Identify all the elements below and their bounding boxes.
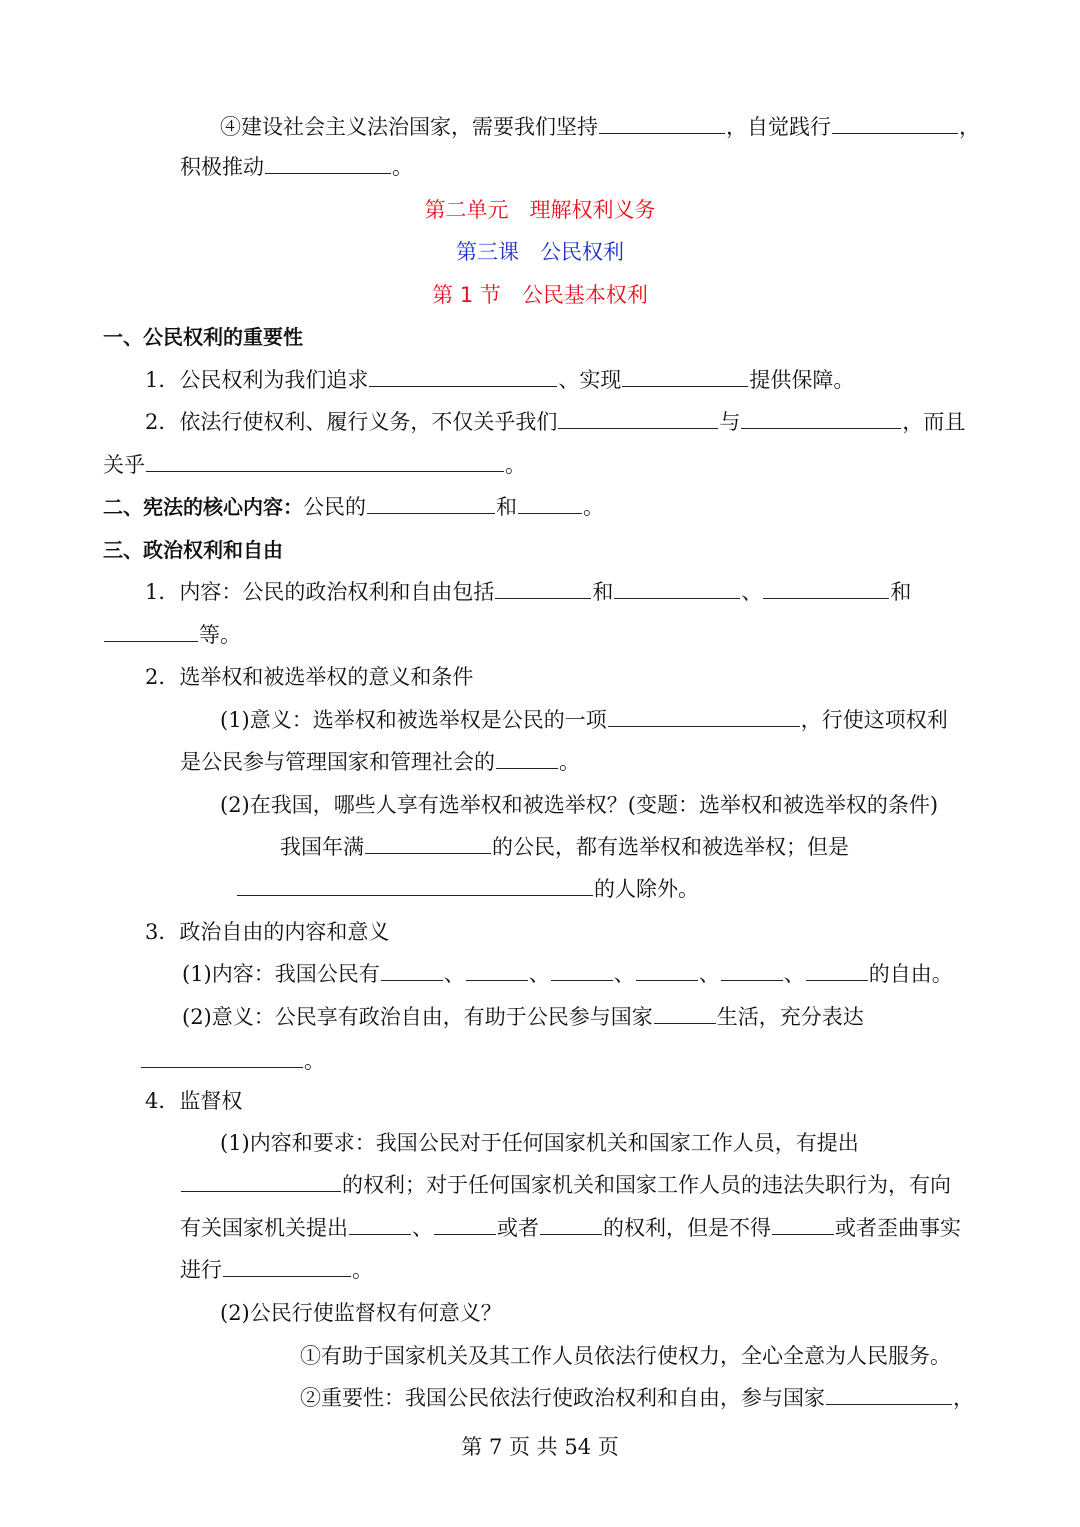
part3-heading: 三、政治权利和自由 — [103, 538, 283, 562]
c2-2-text-c: 的人除外。 — [594, 877, 699, 901]
blank[interactable] — [608, 706, 800, 727]
separator: 、 — [613, 962, 635, 986]
c4-1-text-d: 、 — [412, 1216, 433, 1240]
blank[interactable] — [599, 113, 725, 134]
p2-text-d: 关乎 — [103, 453, 145, 477]
separator: 、 — [443, 962, 465, 986]
blank[interactable] — [495, 578, 591, 599]
blank[interactable] — [806, 960, 868, 981]
blank[interactable] — [518, 493, 582, 514]
item4-line2 — [180, 152, 413, 182]
separator: 、 — [528, 962, 550, 986]
blank[interactable] — [622, 366, 748, 387]
c1-text-c: 、 — [741, 580, 763, 604]
p2-text-a: 2．依法行使权利、履行义务，不仅关乎我们 — [145, 410, 558, 434]
item4-text-d: 积极推动 — [180, 155, 264, 179]
c2-1 — [220, 705, 948, 735]
p1-text-c: 提供保障。 — [749, 368, 855, 392]
blank[interactable] — [223, 1256, 351, 1277]
c4-1-text-f: 的权利，但是不得 — [603, 1216, 771, 1240]
blank[interactable] — [551, 960, 613, 981]
separator: 、 — [783, 962, 805, 986]
part3-c1 — [145, 577, 911, 607]
p1-text-b: 、实现 — [558, 368, 622, 392]
p2-text-e: 。 — [505, 453, 526, 477]
part1-p2 — [145, 407, 965, 437]
c4-1-text-b: 的权利；对于任何国家机关和国家工作人员的违法失职行为，有向 — [342, 1173, 951, 1197]
blank[interactable] — [381, 960, 443, 981]
blank[interactable] — [265, 153, 391, 174]
c1-text-a: 1．内容：公民的政治权利和自由包括 — [145, 580, 495, 604]
c2-1-text-d: 。 — [559, 750, 580, 774]
blank[interactable] — [367, 493, 495, 514]
blank[interactable] — [826, 1384, 952, 1405]
part1-p2-cont — [103, 450, 526, 480]
item4-text-e: 。 — [392, 155, 413, 179]
blank[interactable] — [466, 960, 528, 981]
item4-text-b: ，自觉践行 — [726, 115, 831, 139]
c2-heading: 2．选举权和被选举权的意义和条件 — [145, 665, 474, 689]
c4-1-text-i: 。 — [352, 1258, 373, 1282]
blank[interactable] — [540, 1214, 602, 1235]
c3-2 — [182, 1002, 864, 1032]
blank[interactable] — [496, 748, 558, 769]
blank[interactable] — [365, 833, 491, 854]
part2-text-c: 。 — [583, 495, 604, 519]
part2-text-a: 公民的 — [303, 495, 366, 519]
blank[interactable] — [741, 408, 901, 429]
c4-2-2 — [300, 1383, 974, 1413]
blank[interactable] — [832, 113, 958, 134]
c3-1-text-end: 的自由。 — [868, 962, 953, 986]
c3-1 — [182, 959, 953, 989]
c3-2-text-b: 生活，充分表达 — [716, 1005, 864, 1029]
part2-heading: 二、宪法的核心内容： — [103, 495, 303, 519]
c4-2-1: ①有助于国家机关及其工作人员依法行使权力，全心全意为人民服务。 — [300, 1344, 951, 1368]
c4-1-line3 — [180, 1213, 961, 1243]
blank[interactable] — [636, 960, 698, 981]
c4-heading: 4．监督权 — [145, 1089, 243, 1113]
lesson-title: 第三课 公民权利 — [456, 240, 624, 264]
p2-text-b: 与 — [719, 410, 741, 434]
part2-line — [103, 492, 604, 522]
c1-text-b: 和 — [592, 580, 614, 604]
blank[interactable] — [654, 1003, 716, 1024]
blank[interactable] — [181, 1171, 341, 1192]
blank[interactable] — [146, 451, 504, 472]
item4-line1 — [220, 112, 980, 142]
blank[interactable] — [349, 1214, 411, 1235]
blank[interactable] — [237, 875, 593, 896]
blank[interactable] — [434, 1214, 496, 1235]
blank[interactable] — [369, 366, 557, 387]
c4-2-2-text-a: ②重要性：我国公民依法行使政治权利和自由，参与国家 — [300, 1386, 825, 1410]
c2-1-text-c: 是公民参与管理国家和管理社会的 — [180, 750, 495, 774]
c2-2-line2 — [236, 874, 699, 904]
blank[interactable] — [141, 1047, 303, 1068]
page-footer: 第 7 页 共 54 页 — [461, 1435, 619, 1459]
item4-text-c: ， — [959, 115, 980, 139]
c4-1-text-c: 有关国家机关提出 — [180, 1216, 348, 1240]
c2-2-line1 — [280, 832, 849, 862]
c2-2-text-b: 的公民，都有选举权和被选举权；但是 — [492, 835, 849, 859]
c1-text-d: 和 — [890, 580, 912, 604]
c4-1-text-e: 或者 — [497, 1216, 539, 1240]
c2-2: (2)在我国，哪些人享有选举权和被选举权？(变题：选举权和被选举权的条件) — [220, 793, 939, 817]
c2-1-text-a: (1)意义：选举权和被选举权是公民的一项 — [220, 708, 607, 732]
c4-1: (1)内容和要求：我国公民对于任何国家机关和国家工作人员，有提出 — [220, 1131, 859, 1155]
unit-title: 第二单元 理解权利义务 — [424, 198, 656, 222]
c2-2-text-a: 我国年满 — [280, 835, 364, 859]
c2-1-cont — [180, 747, 580, 777]
c3-heading: 3．政治自由的内容和意义 — [145, 920, 390, 944]
c4-2-2-text-b: ， — [953, 1386, 974, 1410]
c4-1-line2 — [180, 1170, 951, 1200]
p1-text-a: 1．公民权利为我们追求 — [145, 368, 369, 392]
c4-1-text-h: 进行 — [180, 1258, 222, 1282]
c3-1-text-a: (1)内容：我国公民有 — [182, 962, 380, 986]
part3-c1-cont — [103, 620, 241, 650]
section-title: 第 1 节 公民基本权利 — [432, 283, 648, 307]
c4-1-line4 — [180, 1255, 373, 1285]
blank[interactable] — [104, 621, 198, 642]
blank[interactable] — [763, 578, 889, 599]
c4-1-text-g: 或者歪曲事实 — [835, 1216, 961, 1240]
c1-text-e: 等。 — [199, 623, 241, 647]
c3-2-text-c: 。 — [304, 1049, 325, 1073]
c3-2-cont — [140, 1046, 325, 1076]
c2-1-text-b: ，行使这项权利 — [800, 708, 948, 732]
blank[interactable] — [614, 578, 740, 599]
part2-text-b: 和 — [496, 495, 517, 519]
c3-2-text-a: (2)意义：公民享有政治自由，有助于公民参与国家 — [182, 1005, 653, 1029]
p2-text-c: ，而且 — [902, 410, 966, 434]
separator: 、 — [698, 962, 720, 986]
blank[interactable] — [721, 960, 783, 981]
blank[interactable] — [772, 1214, 834, 1235]
blank[interactable] — [558, 408, 718, 429]
part1-heading: 一、公民权利的重要性 — [103, 325, 303, 349]
item4-text-a: ④建设社会主义法治国家，需要我们坚持 — [220, 115, 598, 139]
c4-2: (2)公民行使监督权有何意义？ — [220, 1301, 502, 1325]
part1-p1 — [145, 365, 854, 395]
